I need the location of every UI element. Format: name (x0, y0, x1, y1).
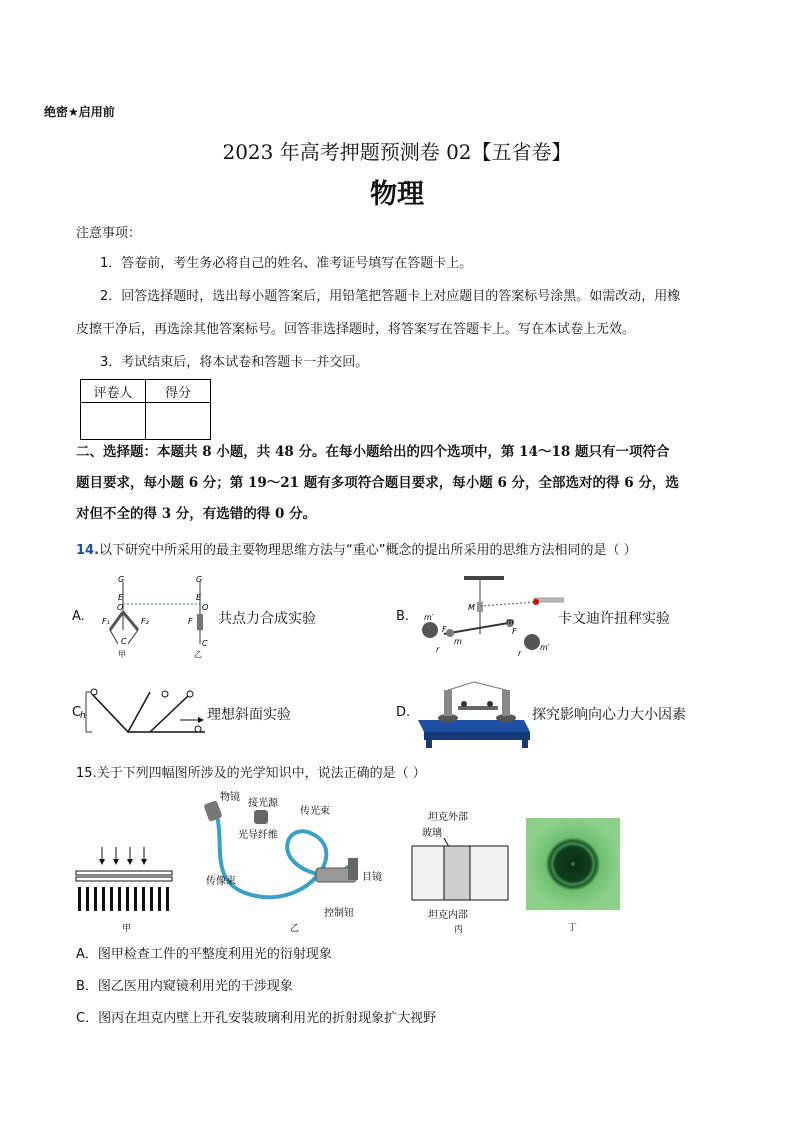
label-r: r (518, 649, 522, 658)
torsion-balance-figure (414, 574, 564, 664)
section-line: 题目要求，每小题 6 分；第 19～21 题有多项符合题目要求，每小题 6 分，全部选对的得 6 分，选 (76, 475, 679, 491)
label-ding: 丁 (568, 923, 578, 933)
label-jia: 甲 (118, 650, 126, 659)
label-F: F (512, 627, 517, 636)
diffraction-ring-figure (526, 818, 622, 934)
question-15: 15.关于下列四幅图所涉及的光学知识中，说法正确的是（ ） (76, 766, 426, 781)
force-composition-figure (88, 572, 218, 662)
label-F2: F₂ (141, 617, 149, 626)
label-tank-outside: 坦克外部 (428, 812, 468, 823)
label-O: O (202, 603, 209, 612)
label-O: O (117, 603, 124, 612)
question-14 (76, 539, 637, 558)
option-d-caption: 探究影响向心力大小因素 (532, 707, 686, 723)
label-C: C (202, 639, 208, 648)
option-c-caption: 理想斜面实验 (207, 707, 291, 723)
option-a-label: A. (72, 609, 85, 624)
endoscope-figure (196, 786, 396, 934)
label-light-beam: 传光束 (300, 806, 330, 817)
note-item: 3．考试结束后，将本试卷和答题卡一并交回。 (100, 355, 369, 370)
label-h: h (80, 711, 86, 721)
label-F1: F₁ (102, 617, 110, 626)
label-control-knob: 控制钮 (324, 908, 354, 919)
label-G: G (196, 575, 203, 584)
label-M: M (468, 603, 475, 612)
label-glass: 玻璃 (422, 828, 442, 839)
tank-window-figure (408, 808, 512, 934)
label-bing: 丙 (454, 925, 464, 934)
label-E: E (118, 593, 124, 602)
ideal-incline-figure (80, 688, 210, 736)
label-tank-inside: 坦克内部 (428, 910, 468, 921)
label-jia: 甲 (122, 924, 132, 934)
centripetal-apparatus-figure (414, 680, 534, 750)
label-F: F (442, 625, 447, 634)
option-d-label: D. (396, 705, 411, 720)
answer-option-a: A．图甲检查工件的平整度利用光的衍射现象 (76, 947, 332, 962)
option-c-label: C (72, 705, 82, 720)
label-mp: m′ (540, 643, 550, 652)
label-m: m (506, 617, 514, 626)
label-eyepiece: 目镜 (362, 872, 382, 883)
label-light-source: 接光源 (248, 798, 278, 809)
label-r: r (436, 645, 440, 654)
question-text: 以下研究中所采用的最主要物理思维方法与“重心”概念的提出所采用的思维方法相同的是（ ） (99, 543, 637, 558)
option-b-caption: 卡文迪许扭秤实验 (558, 611, 670, 627)
answer-option-b: B．图乙医用内窥镜利用光的干涉现象 (76, 979, 293, 994)
label-image-beam: 传像束 (206, 876, 236, 887)
answer-option-c: C．图丙在坦克内壁上开孔安装玻璃利用光的折射现象扩大视野 (76, 1011, 437, 1026)
note-item: 2．回答选择题时，选出每小题答案后，用铅笔把答题卡上对应题目的答案标号涂黑。如需改动，用橡 (100, 289, 681, 304)
question-number: 14. (76, 543, 100, 558)
label-F: F (188, 617, 193, 626)
grader-header: 评卷人 (81, 380, 146, 403)
section-instructions (76, 437, 726, 530)
score-cell (146, 403, 211, 440)
flatness-check-figure (72, 845, 182, 935)
label-mp: m′ (424, 613, 434, 622)
label-E: E (196, 593, 202, 602)
label-yi: 乙 (290, 924, 300, 934)
notes-heading: 注意事项： (76, 226, 142, 241)
note-item: 1．答卷前，考生务必将自己的姓名、准考证号填写在答题卡上。 (100, 256, 473, 271)
score-header: 得分 (146, 380, 211, 403)
label-m: m (454, 637, 462, 646)
subject-title: 物理 (370, 179, 424, 210)
secret-label: 绝密★启用前 (44, 105, 115, 119)
score-table (80, 379, 211, 440)
option-b-label: B. (396, 609, 410, 624)
label-C: C (121, 637, 127, 646)
section-line: 二、选择题：本题共 8 小题，共 48 分。在每小题给出的四个选项中，第 14～18 题只有一项符合 (76, 444, 670, 460)
exam-title: 2023 年高考押题预测卷 02【五省卷】 (222, 140, 572, 164)
label-yi: 乙 (194, 650, 202, 659)
label-G: G (118, 575, 125, 584)
label-objective: 物镜 (220, 792, 240, 803)
grader-cell (81, 403, 146, 440)
note-item: 皮擦干净后，再选涂其他答案标号。回答非选择题时，将答案写在答题卡上。写在本试卷上无效。 (76, 322, 636, 337)
option-a-caption: 共点力合成实验 (218, 611, 316, 627)
label-fiber: 光导纤维 (238, 830, 278, 841)
section-line: 对但不全的得 3 分，有选错的得 0 分。 (76, 506, 317, 522)
